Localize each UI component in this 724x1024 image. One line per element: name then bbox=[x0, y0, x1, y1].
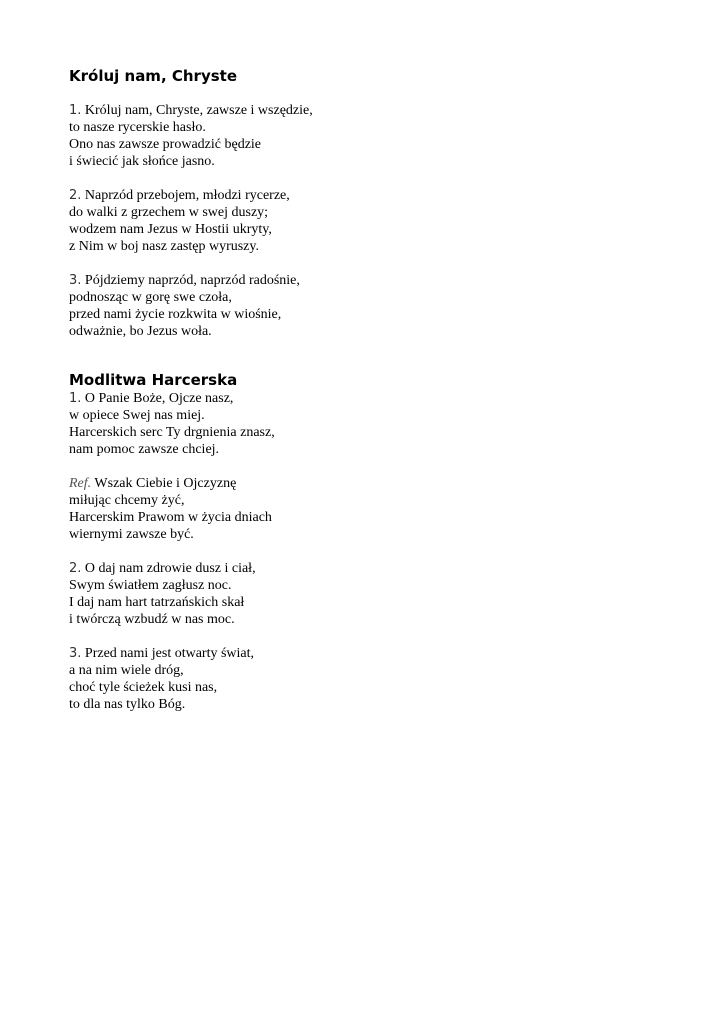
verse-text: Pójdziemy naprzód, naprzód radośnie, bbox=[84, 273, 300, 288]
song-title: Króluj nam, Chryste bbox=[69, 67, 237, 85]
verse-text: Przed nami jest otwarty świat, bbox=[84, 646, 255, 661]
song-krolu-nam-chryste bbox=[69, 66, 689, 340]
verse-line: podnosząc w gorę swe czoła, bbox=[69, 290, 232, 305]
document-page bbox=[69, 66, 689, 730]
verse-line: I daj nam hart tatrzańskich skał bbox=[69, 595, 245, 610]
verse-line: do walki z grzechem w swej duszy; bbox=[69, 205, 269, 220]
verse-number: 1. bbox=[69, 103, 82, 118]
verse-line: to dla nas tylko Bóg. bbox=[69, 697, 186, 712]
verse-line: choć tyle ścieżek kusi nas, bbox=[69, 680, 218, 695]
stanza-2 bbox=[69, 560, 689, 628]
stanza-1 bbox=[69, 390, 689, 458]
verse-number: 3. bbox=[69, 646, 82, 661]
verse-line: w opiece Swej nas miej. bbox=[69, 408, 205, 423]
verse-line: Harcerskim Prawom w życia dniach bbox=[69, 510, 272, 525]
verse-line bbox=[69, 272, 689, 289]
verse-line: Swym światłem zagłusz noc. bbox=[69, 578, 232, 593]
verse-number: 2. bbox=[69, 188, 82, 203]
verse-text: Naprzód przebojem, młodzi rycerze, bbox=[84, 188, 290, 203]
verse-text: Króluj nam, Chryste, zawsze i wszędzie, bbox=[84, 103, 313, 118]
refrain-marker: Ref. bbox=[69, 476, 92, 491]
verse-line bbox=[69, 560, 689, 577]
verse-line: Harcerskich serc Ty drgnienia znasz, bbox=[69, 425, 275, 440]
song-title: Modlitwa Harcerska bbox=[69, 371, 238, 389]
verse-line: Ono nas zawsze prowadzić będzie bbox=[69, 137, 262, 152]
verse-line: nam pomoc zawsze chciej. bbox=[69, 442, 220, 457]
verse-number: 2. bbox=[69, 561, 82, 576]
verse-line: wodzem nam Jezus w Hostii ukryty, bbox=[69, 222, 272, 237]
verse-line: i twórczą wzbudź w nas moc. bbox=[69, 612, 235, 627]
stanza-3 bbox=[69, 272, 689, 340]
verse-line bbox=[69, 645, 689, 662]
verse-line: to nasze rycerskie hasło. bbox=[69, 120, 206, 135]
verse-line bbox=[69, 102, 689, 119]
verse-text: Wszak Ciebie i Ojczyznę bbox=[94, 476, 237, 491]
verse-line bbox=[69, 187, 689, 204]
verse-number: 1. bbox=[69, 391, 82, 406]
refrain bbox=[69, 475, 689, 543]
verse-line: a na nim wiele dróg, bbox=[69, 663, 184, 678]
verse-line bbox=[69, 475, 689, 492]
verse-line bbox=[69, 390, 689, 407]
verse-text: O Panie Boże, Ojcze nasz, bbox=[84, 391, 234, 406]
stanza-2 bbox=[69, 187, 689, 255]
verse-line: przed nami życie rozkwita w wiośnie, bbox=[69, 307, 282, 322]
verse-text: O daj nam zdrowie dusz i ciał, bbox=[84, 561, 256, 576]
verse-number: 3. bbox=[69, 273, 82, 288]
verse-line: wiernymi zawsze być. bbox=[69, 527, 194, 542]
stanza-3 bbox=[69, 645, 689, 713]
verse-line: miłując chcemy żyć, bbox=[69, 493, 185, 508]
verse-line: i świecić jak słońce jasno. bbox=[69, 154, 215, 169]
stanza-1 bbox=[69, 102, 689, 170]
verse-line: odważnie, bo Jezus woła. bbox=[69, 324, 212, 339]
verse-line: z Nim w boj nasz zastęp wyruszy. bbox=[69, 239, 259, 254]
song-modlitwa-harcerska bbox=[69, 370, 689, 713]
